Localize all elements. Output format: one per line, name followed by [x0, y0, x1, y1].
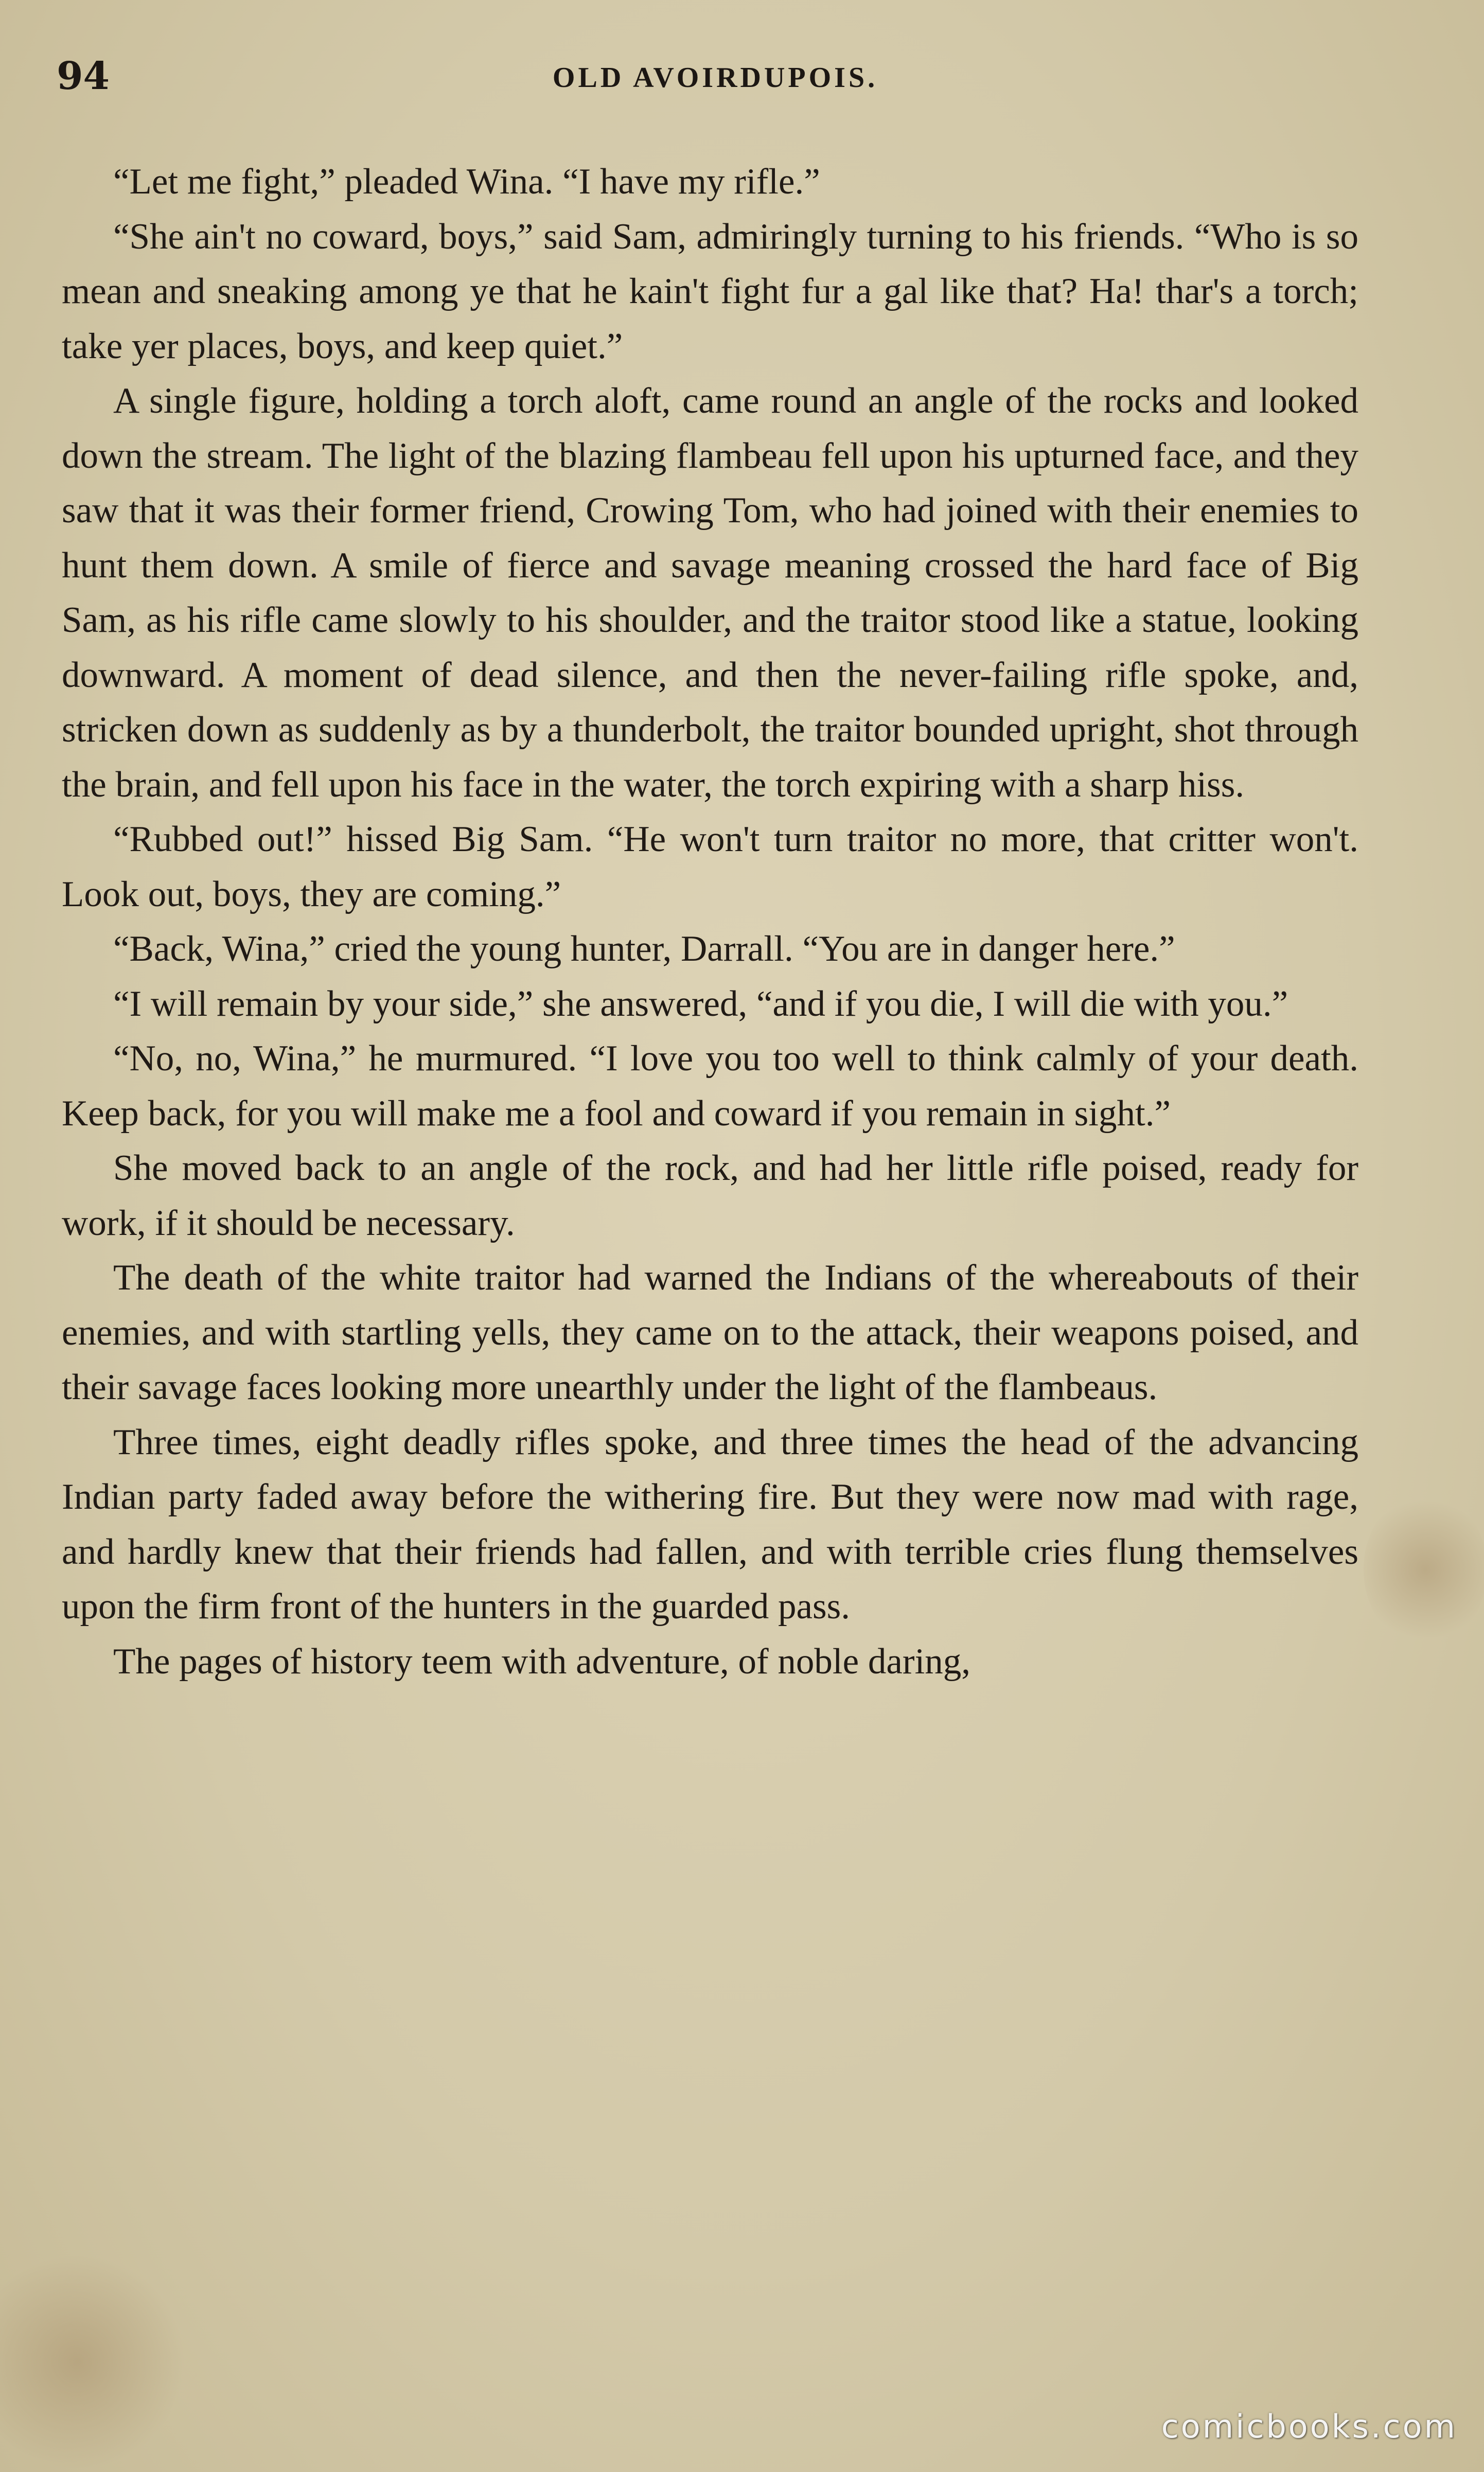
paragraph: “No, no, Wina,” he murmured. “I love you too well to think calmly of your death. Keep back, for you will make me a fool and coward if you remain in sight.” — [62, 1038, 1358, 1134]
age-stain — [0, 2254, 185, 2470]
running-title: OLD AVOIRDUPOIS. — [552, 62, 878, 94]
page-header — [57, 54, 1374, 111]
page-number: 94 — [57, 54, 110, 98]
age-stain — [1364, 1492, 1484, 1647]
body-text — [62, 154, 1358, 1689]
paragraph: She moved back to an angle of the rock, and had her little rifle poised, ready for work, if it should be necessary. — [62, 1148, 1358, 1243]
paragraph: “Rubbed out!” hissed Big Sam. “He won't turn traitor no more, that critter won't. Look out, boys, they are coming.” — [62, 819, 1358, 914]
paragraph: A single figure, holding a torch aloft, came round an angle of the rocks and looked down the stream. The light of the blazing flambeau fell upon his upturned face, and they saw that it was their former friend, Crowing Tom, who had joined with their enemies to hunt them down. A smile of fierce and savage meaning crossed the hard face of Big Sam, as his rifle came slowly to his shoulder, and the traitor stood like a statue, looking downward. A moment of dead silence, and then the never-failing rifle spoke, and, stricken down as suddenly as by a thunderbolt, the traitor bounded upright, shot through the brain, and fell upon his face in the water, the torch expiring with a sharp hiss. — [62, 381, 1358, 805]
paragraph: “Let me fight,” pleaded Wina. “I have my rifle.” — [113, 162, 820, 202]
paragraph: Three times, eight deadly rifles spoke, and three times the head of the advancing Indian party faded away before the withering fire. But they were now mad with rage, and hardly knew that their friends had fallen, and with terrible cries flung themselves upon the firm front of the hunters in the guarded pass. — [62, 1422, 1358, 1627]
paragraph: The pages of history teem with adventure, of noble daring, — [113, 1641, 971, 1682]
paragraph: “She ain't no coward, boys,” said Sam, admiringly turning to his friends. “Who is so mean and sneaking among ye that he kain't fight fur a gal like that? Ha! thar's a torch; take yer places, boys, and keep quiet.” — [62, 216, 1358, 366]
paragraph: “I will remain by your side,” she answered, “and if you die, I will die with you.” — [113, 983, 1288, 1024]
paragraph: The death of the white traitor had warned the Indians of the whereabouts of their enemies, and with startling yells, they came on to the attack, their weapons poised, and their savage faces looking more unearthly under the light of the flambeaus. — [62, 1258, 1358, 1407]
paragraph: “Back, Wina,” cried the young hunter, Darrall. “You are in danger here.” — [113, 929, 1175, 969]
source-watermark: comicbooks.com — [1161, 2408, 1457, 2445]
